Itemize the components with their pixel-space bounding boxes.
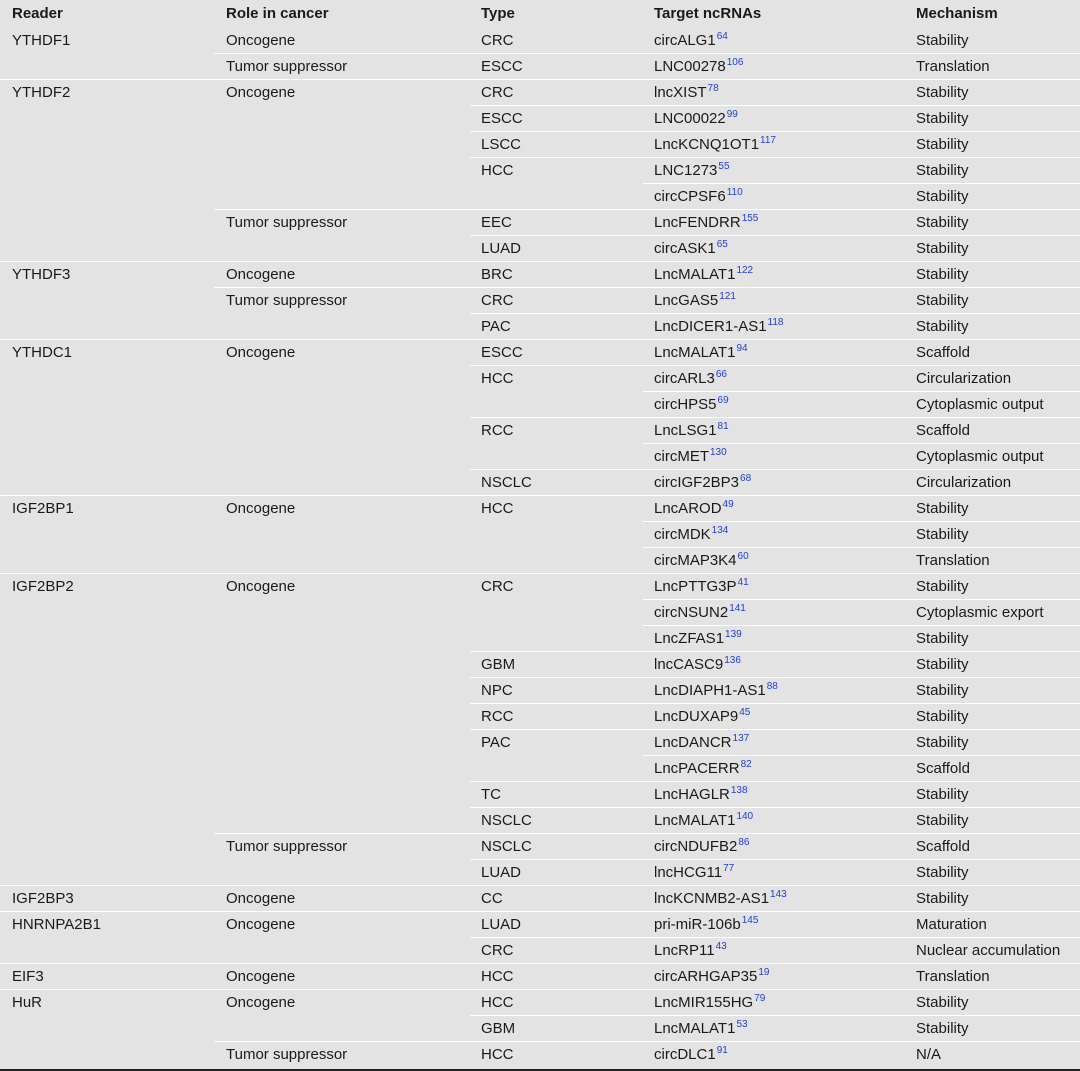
target-cell <box>654 131 776 157</box>
target-ncrna: LNC00278 <box>654 57 726 75</box>
target-ncrna: lncXIST <box>654 83 707 101</box>
header-role: Role in cancer <box>226 5 329 22</box>
header-target: Target ncRNAs <box>654 5 762 22</box>
mechanism-cell: Stability <box>916 525 969 543</box>
table-row <box>0 989 1080 1015</box>
type-cell: NSCLC <box>481 473 532 491</box>
mechanism-cell: Maturation <box>916 915 987 933</box>
mechanism-cell: Cytoplasmic export <box>916 603 1044 621</box>
type-cell: LSCC <box>481 135 522 153</box>
type-cell: LUAD <box>481 239 522 257</box>
target-cell <box>654 443 727 469</box>
type-cell: ESCC <box>481 109 523 127</box>
mechanism-cell: Stability <box>916 655 969 673</box>
target-ncrna: circNDUFB2 <box>654 837 738 855</box>
table-row <box>0 963 1080 989</box>
target-cell <box>654 859 734 885</box>
target-cell <box>654 469 751 495</box>
type-cell: HCC <box>481 161 514 179</box>
type-cell: RCC <box>481 421 514 439</box>
table-row <box>0 287 1080 313</box>
role-cell: Oncogene <box>226 967 296 985</box>
row-separator <box>470 729 1080 730</box>
table-row <box>0 235 1080 261</box>
table-row <box>0 859 1080 885</box>
target-ncrna: circMDK <box>654 525 711 543</box>
reference-link[interactable]: 121 <box>719 290 736 302</box>
reference-link[interactable]: 55 <box>718 160 730 172</box>
table-row <box>0 937 1080 963</box>
type-cell: TC <box>481 785 501 803</box>
mechanism-cell: Translation <box>916 57 990 75</box>
reader-cell: HNRNPA2B1 <box>12 915 101 933</box>
table-row <box>0 209 1080 235</box>
target-cell <box>654 651 741 677</box>
type-cell: HCC <box>481 369 514 387</box>
reference-link[interactable]: 91 <box>716 1044 728 1056</box>
reference-link[interactable]: 136 <box>724 654 741 666</box>
target-ncrna: LncPTTG3P <box>654 577 737 595</box>
table-row <box>0 1041 1080 1067</box>
type-cell: LUAD <box>481 915 522 933</box>
target-ncrna: LncMALAT1 <box>654 265 736 283</box>
target-ncrna: lncHCG11 <box>654 863 723 881</box>
type-cell: EEC <box>481 213 512 231</box>
mechanism-cell: Stability <box>916 629 969 647</box>
mechanism-cell: Stability <box>916 109 969 127</box>
type-cell: ESCC <box>481 343 523 361</box>
type-cell: CRC <box>481 31 514 49</box>
reference-link[interactable]: 122 <box>736 264 754 276</box>
role-cell: Oncogene <box>226 83 296 101</box>
target-ncrna: lncKCNMB2-AS1 <box>654 889 770 907</box>
reference-link[interactable]: 117 <box>760 134 776 146</box>
target-cell <box>654 625 742 651</box>
reference-link[interactable]: 68 <box>740 472 752 484</box>
role-cell: Oncogene <box>226 889 296 907</box>
type-cell: CRC <box>481 941 514 959</box>
role-cell: Tumor suppressor <box>226 837 348 855</box>
reader-cell: EIF3 <box>12 967 44 985</box>
role-cell: Oncogene <box>226 577 296 595</box>
target-ncrna: LncKCNQ1OT1 <box>654 135 760 153</box>
reference-link[interactable]: 138 <box>730 784 748 796</box>
reference-link[interactable]: 110 <box>726 186 743 198</box>
target-ncrna: LncMALAT1 <box>654 343 736 361</box>
target-cell <box>654 989 765 1015</box>
mechanism-cell: Circularization <box>916 369 1012 387</box>
target-cell <box>654 547 749 573</box>
target-cell <box>654 937 727 963</box>
mechanism-cell: Scaffold <box>916 837 970 855</box>
mechanism-cell: Translation <box>916 967 990 985</box>
target-cell <box>654 703 750 729</box>
role-cell: Oncogene <box>226 31 296 49</box>
table-row <box>0 677 1080 703</box>
reference-link[interactable]: 106 <box>726 56 744 68</box>
reference-link[interactable]: 118 <box>767 316 784 328</box>
reference-link[interactable]: 145 <box>741 914 759 926</box>
mechanism-cell: Scaffold <box>916 421 970 439</box>
mechanism-cell: Stability <box>916 265 969 283</box>
target-ncrna: LncDUXAP9 <box>654 707 739 725</box>
table-row <box>0 703 1080 729</box>
mechanism-cell: Stability <box>916 577 969 595</box>
table-row <box>0 157 1080 183</box>
reference-link[interactable]: 137 <box>732 732 750 744</box>
reference-link[interactable]: 99 <box>726 108 738 120</box>
reader-cell: YTHDF1 <box>12 31 71 49</box>
type-cell: RCC <box>481 707 514 725</box>
table-body <box>0 27 1080 1067</box>
type-cell: PAC <box>481 733 511 751</box>
target-cell <box>654 729 749 755</box>
mechanism-cell: Translation <box>916 551 990 569</box>
target-cell <box>654 495 734 521</box>
role-cell: Oncogene <box>226 265 296 283</box>
target-ncrna: circARHGAP35 <box>654 967 758 985</box>
mechanism-cell: Stability <box>916 707 969 725</box>
type-cell: GBM <box>481 1019 516 1037</box>
target-ncrna: LncRP11 <box>654 941 715 959</box>
reference-link[interactable]: 155 <box>741 212 759 224</box>
type-cell: HCC <box>481 967 514 985</box>
reference-link[interactable]: 81 <box>717 420 729 432</box>
target-ncrna: LNC00022 <box>654 109 726 127</box>
target-ncrna: circARL3 <box>654 369 715 387</box>
target-cell <box>654 287 736 313</box>
table-row <box>0 599 1080 625</box>
role-cell: Tumor suppressor <box>226 291 348 309</box>
mechanism-cell: Stability <box>916 863 969 881</box>
role-cell: Tumor suppressor <box>226 57 348 75</box>
mechanism-cell: N/A <box>916 1045 942 1063</box>
mechanism-cell: Stability <box>916 135 969 153</box>
table-row <box>0 339 1080 365</box>
reference-link[interactable]: 19 <box>758 966 770 978</box>
target-cell <box>654 209 758 235</box>
target-ncrna: circIGF2BP3 <box>654 473 740 491</box>
reference-link[interactable]: 77 <box>723 862 735 874</box>
table-row <box>0 521 1080 547</box>
type-cell: NSCLC <box>481 837 532 855</box>
target-ncrna: LncDICER1-AS1 <box>654 317 767 335</box>
reference-link[interactable]: 60 <box>737 550 749 562</box>
mechanism-cell: Stability <box>916 733 969 751</box>
target-ncrna: circDLC1 <box>654 1045 716 1063</box>
table-row <box>0 807 1080 833</box>
role-cell: Oncogene <box>226 499 296 517</box>
mechanism-cell: Stability <box>916 993 969 1011</box>
table-row <box>0 365 1080 391</box>
table-row <box>0 443 1080 469</box>
table-row <box>0 261 1080 287</box>
reference-link[interactable]: 140 <box>736 810 754 822</box>
target-ncrna: circMET <box>654 447 709 465</box>
target-ncrna: LncGAS5 <box>654 291 719 309</box>
target-ncrna: LncZFAS1 <box>654 629 725 647</box>
reference-link[interactable]: 141 <box>729 602 746 614</box>
target-ncrna: lncCASC9 <box>654 655 724 673</box>
table-row <box>0 1015 1080 1041</box>
row-separator <box>470 781 1080 782</box>
reference-link[interactable]: 66 <box>715 368 727 380</box>
table-row <box>0 183 1080 209</box>
row-separator <box>470 1015 1080 1016</box>
reader-cell: HuR <box>12 993 43 1011</box>
target-cell <box>654 339 748 365</box>
type-cell: CRC <box>481 577 514 595</box>
target-cell <box>654 391 729 417</box>
target-ncrna: LncHAGLR <box>654 785 730 803</box>
reader-cell: YTHDF3 <box>12 265 71 283</box>
target-cell <box>654 53 743 79</box>
mechanism-cell: Stability <box>916 317 969 335</box>
table-row <box>0 573 1080 599</box>
table-row <box>0 417 1080 443</box>
header-mechanism: Mechanism <box>916 5 998 22</box>
target-cell <box>654 885 787 911</box>
mechanism-cell: Cytoplasmic output <box>916 447 1044 465</box>
reference-link[interactable]: 41 <box>737 576 749 588</box>
mechanism-cell: Stability <box>916 161 969 179</box>
table-row <box>0 911 1080 937</box>
target-cell <box>654 157 730 183</box>
reference-link[interactable]: 86 <box>738 836 750 848</box>
type-cell: ESCC <box>481 57 523 75</box>
target-ncrna: circNSUN2 <box>654 603 729 621</box>
type-cell: GBM <box>481 655 516 673</box>
mechanism-cell: Stability <box>916 499 969 517</box>
type-cell: BRC <box>481 265 513 283</box>
row-separator <box>470 651 1080 652</box>
role-cell: Oncogene <box>226 993 296 1011</box>
table-row <box>0 313 1080 339</box>
table-row <box>0 729 1080 755</box>
table-row <box>0 391 1080 417</box>
row-separator <box>470 235 1080 236</box>
table-row <box>0 131 1080 157</box>
table-row <box>0 105 1080 131</box>
target-ncrna: pri-miR-106b <box>654 915 741 933</box>
target-cell <box>654 79 719 105</box>
mechanism-cell: Stability <box>916 239 969 257</box>
reference-link[interactable]: 45 <box>739 706 751 718</box>
target-cell <box>654 807 753 833</box>
target-ncrna: circASK1 <box>654 239 716 257</box>
reference-link[interactable]: 139 <box>725 628 742 640</box>
target-cell <box>654 365 727 391</box>
table-row <box>0 53 1080 79</box>
role-cell: Oncogene <box>226 915 296 933</box>
type-cell: HCC <box>481 1045 514 1063</box>
target-cell <box>654 677 778 703</box>
target-cell <box>654 573 749 599</box>
row-separator <box>470 703 1080 704</box>
mechanism-cell: Cytoplasmic output <box>916 395 1044 413</box>
table-row <box>0 547 1080 573</box>
target-ncrna: LncMIR155HG <box>654 993 754 1011</box>
reference-link[interactable]: 64 <box>716 30 728 42</box>
target-ncrna: LNC1273 <box>654 161 718 179</box>
row-separator <box>470 157 1080 158</box>
mechanism-cell: Nuclear accumulation <box>916 941 1061 959</box>
table-row <box>0 469 1080 495</box>
target-ncrna: circHPS5 <box>654 395 717 413</box>
target-cell <box>654 833 749 859</box>
target-cell <box>654 599 746 625</box>
reference-link[interactable]: 143 <box>770 888 787 900</box>
target-ncrna: LncAROD <box>654 499 722 517</box>
target-cell <box>654 27 728 53</box>
target-cell <box>654 105 738 131</box>
type-cell: LUAD <box>481 863 522 881</box>
role-cell: Tumor suppressor <box>226 213 348 231</box>
mechanism-cell: Stability <box>916 31 969 49</box>
target-cell <box>654 235 728 261</box>
target-cell <box>654 755 752 781</box>
type-cell: CC <box>481 889 503 907</box>
target-cell <box>654 313 784 339</box>
table-row <box>0 625 1080 651</box>
target-cell <box>654 781 748 807</box>
table-row <box>0 885 1080 911</box>
mechanism-cell: Stability <box>916 785 969 803</box>
mechanism-cell: Circularization <box>916 473 1012 491</box>
reference-link[interactable]: 43 <box>715 940 727 952</box>
mechanism-cell: Scaffold <box>916 759 970 777</box>
type-cell: HCC <box>481 499 514 517</box>
target-cell <box>654 183 743 209</box>
reference-link[interactable]: 49 <box>722 498 734 510</box>
table-row <box>0 79 1080 105</box>
reference-link[interactable]: 69 <box>717 394 729 406</box>
row-separator <box>470 105 1080 106</box>
target-ncrna: LncPACERR <box>654 759 740 777</box>
target-cell <box>654 521 728 547</box>
reference-link[interactable]: 65 <box>716 238 728 250</box>
table-row <box>0 27 1080 53</box>
reference-link[interactable]: 78 <box>707 82 719 94</box>
reader-cell: YTHDC1 <box>12 343 73 361</box>
mechanism-cell: Stability <box>916 213 969 231</box>
type-cell: HCC <box>481 993 514 1011</box>
target-ncrna: LncDANCR <box>654 733 732 751</box>
target-ncrna: circCPSF6 <box>654 187 726 205</box>
target-cell <box>654 261 753 287</box>
row-separator <box>470 859 1080 860</box>
row-separator <box>470 807 1080 808</box>
header-type: Type <box>481 5 515 22</box>
type-cell: PAC <box>481 317 511 335</box>
row-separator <box>470 417 1080 418</box>
header-reader: Reader <box>12 5 63 22</box>
mechanism-cell: Stability <box>916 83 969 101</box>
reference-link[interactable]: 79 <box>754 992 766 1004</box>
reader-cell: YTHDF2 <box>12 83 71 101</box>
mechanism-cell: Stability <box>916 811 969 829</box>
reference-link[interactable]: 88 <box>766 680 778 692</box>
mechanism-cell: Stability <box>916 681 969 699</box>
target-cell <box>654 417 729 443</box>
table-row <box>0 781 1080 807</box>
reference-link[interactable]: 53 <box>736 1018 748 1030</box>
reader-cell: IGF2BP3 <box>12 889 74 907</box>
target-ncrna: LncMALAT1 <box>654 811 736 829</box>
reference-link[interactable]: 134 <box>711 524 729 536</box>
target-ncrna: LncLSG1 <box>654 421 717 439</box>
reader-cell: IGF2BP1 <box>12 499 74 517</box>
type-cell: NSCLC <box>481 811 532 829</box>
reference-link[interactable]: 82 <box>740 758 752 770</box>
mechanism-cell: Stability <box>916 291 969 309</box>
reference-link[interactable]: 130 <box>710 446 727 458</box>
target-cell <box>654 1015 748 1041</box>
reference-link[interactable]: 94 <box>736 342 748 354</box>
target-ncrna: LncMALAT1 <box>654 1019 736 1037</box>
mechanism-cell: Stability <box>916 889 969 907</box>
table-row <box>0 495 1080 521</box>
type-cell: NPC <box>481 681 513 699</box>
table-row <box>0 833 1080 859</box>
role-cell: Oncogene <box>226 343 296 361</box>
type-cell: CRC <box>481 83 514 101</box>
mechanism-cell: Scaffold <box>916 343 970 361</box>
table-header <box>0 0 1080 27</box>
table-row <box>0 755 1080 781</box>
table-row <box>0 651 1080 677</box>
mechanism-cell: Stability <box>916 187 969 205</box>
target-ncrna: LncDIAPH1-AS1 <box>654 681 766 699</box>
target-ncrna: circMAP3K4 <box>654 551 737 569</box>
role-cell: Tumor suppressor <box>226 1045 348 1063</box>
target-cell <box>654 963 769 989</box>
target-ncrna: circALG1 <box>654 31 716 49</box>
target-cell <box>654 911 758 937</box>
target-cell <box>654 1041 728 1067</box>
reader-cell: IGF2BP2 <box>12 577 74 595</box>
target-ncrna: LncFENDRR <box>654 213 741 231</box>
type-cell: CRC <box>481 291 514 309</box>
mechanism-cell: Stability <box>916 1019 969 1037</box>
